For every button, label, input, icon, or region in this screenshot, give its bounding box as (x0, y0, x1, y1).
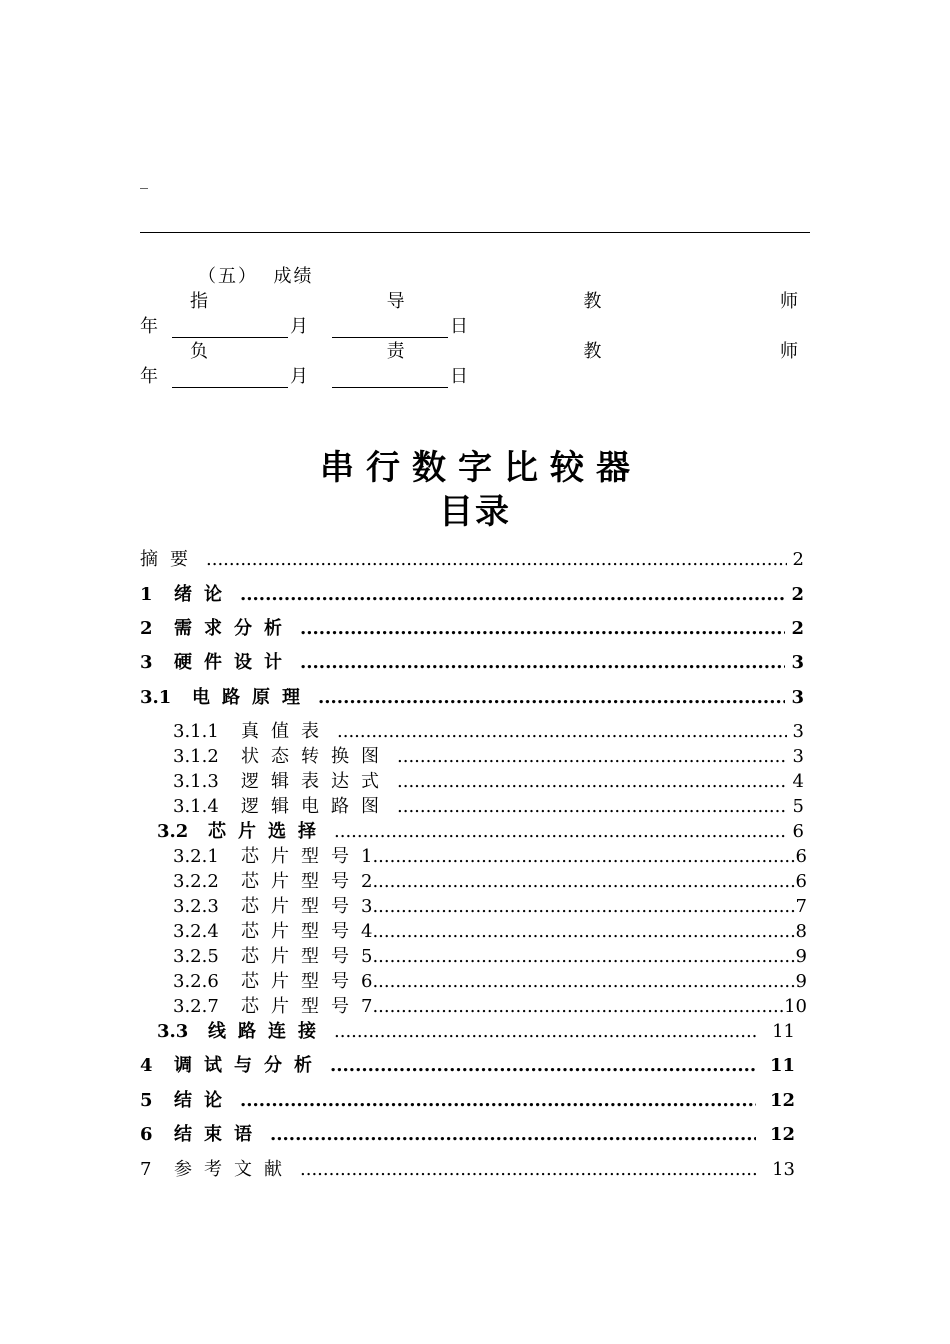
toc-page: 3 (792, 746, 804, 767)
sig-char: 师 (779, 291, 798, 312)
toc-label: 参考文献 (174, 1159, 294, 1180)
blank-field (172, 317, 288, 338)
toc-label: 真值表 (241, 721, 331, 742)
toc-title: 目录 (439, 492, 511, 532)
toc-leader (397, 770, 787, 794)
toc-number: 3.1.4 (173, 796, 219, 817)
toc-page: 3 (792, 721, 804, 742)
sig-char: 导 (386, 291, 405, 312)
year-label: 年 (140, 366, 158, 387)
toc-item[interactable] (173, 970, 807, 994)
toc-number: 3.1.3 (173, 771, 219, 792)
date-line-advisor (140, 312, 468, 338)
toc-label: 线路连接 (208, 1021, 328, 1042)
toc-item[interactable] (140, 617, 804, 641)
toc-number: 6 (140, 1124, 153, 1145)
toc-page: 12 (769, 1124, 795, 1145)
month-label: 月 (290, 366, 308, 387)
toc-page: 6 (792, 821, 804, 842)
blank-field (332, 367, 448, 388)
toc-number: 3.2.4 (173, 921, 219, 942)
blank-field (332, 317, 448, 338)
blank-field (172, 367, 288, 388)
sig-char: 师 (779, 341, 798, 362)
toc-item[interactable] (140, 651, 804, 675)
toc-leader (300, 617, 785, 641)
toc-label: 硬件设计 (174, 652, 294, 673)
toc-label: 芯片型号 (241, 946, 361, 967)
toc-number: 3.2.6 (173, 971, 219, 992)
toc-label: 状态转换图 (241, 746, 391, 767)
toc-item[interactable] (173, 720, 804, 744)
toc-leader (300, 1158, 758, 1182)
toc-leader (372, 920, 795, 944)
toc-label: 芯片型号 (241, 971, 361, 992)
toc-page: 9 (795, 946, 807, 967)
toc-item[interactable] (140, 1054, 795, 1078)
toc-leader (334, 820, 787, 844)
toc-item[interactable] (173, 870, 807, 894)
toc-label: 需求分析 (174, 618, 294, 639)
toc-page: 13 (772, 1159, 795, 1180)
sig-char: 教 (583, 291, 602, 312)
toc-page: 11 (772, 1021, 795, 1042)
toc-label-suffix: 4 (361, 921, 373, 942)
toc-number: 3.2 (157, 821, 189, 842)
toc-number: 3.1 (140, 687, 172, 708)
toc-item[interactable] (173, 895, 807, 919)
toc-item[interactable] (140, 583, 804, 607)
toc-number: 5 (140, 1090, 153, 1111)
toc-number: 3 (140, 652, 153, 673)
toc-label-suffix: 2 (361, 871, 373, 892)
toc-leader (397, 745, 787, 769)
toc-leader (372, 870, 795, 894)
year-label: 年 (140, 316, 158, 337)
document-title: 串行数字比较器 (320, 448, 642, 488)
toc-number: 3.2.1 (173, 846, 219, 867)
toc-page: 11 (769, 1055, 795, 1076)
toc-label: 绪论 (174, 584, 234, 605)
toc-leader (397, 795, 787, 819)
toc-page: 6 (795, 871, 807, 892)
toc-label: 芯片选择 (208, 821, 328, 842)
toc-page: 2 (791, 618, 804, 639)
toc-number: 3.1.2 (173, 746, 219, 767)
toc-leader (206, 548, 787, 572)
toc-label: 摘要 (140, 549, 200, 570)
toc-label: 芯片型号 (241, 921, 361, 942)
toc-leader (334, 1020, 758, 1044)
sig-char: 教 (583, 341, 602, 362)
toc-item[interactable] (173, 770, 804, 794)
toc-page: 3 (791, 652, 804, 673)
toc-page: 2 (791, 584, 804, 605)
toc-number: 3.2.7 (173, 996, 219, 1017)
toc-page: 7 (795, 896, 807, 917)
toc-leader (300, 651, 785, 675)
toc-page: 12 (769, 1090, 795, 1111)
toc-leader (240, 583, 785, 607)
date-line-supervisor (140, 362, 468, 388)
toc-number: 1 (140, 584, 153, 605)
toc-label: 逻辑电路图 (241, 796, 391, 817)
toc-label-suffix: 6 (361, 971, 373, 992)
toc-number: 4 (140, 1055, 153, 1076)
toc-leader (372, 995, 784, 1019)
toc-item[interactable] (140, 548, 804, 572)
signature-line-advisor (190, 287, 798, 313)
toc-leader (372, 945, 795, 969)
toc-item[interactable] (140, 1089, 795, 1113)
day-label: 日 (450, 316, 468, 337)
toc-page: 3 (791, 687, 804, 708)
toc-label: 结束语 (174, 1124, 264, 1145)
toc-item[interactable] (140, 1158, 795, 1182)
toc-item[interactable] (157, 820, 804, 844)
toc-item[interactable] (173, 920, 807, 944)
toc-leader (270, 1123, 756, 1147)
toc-number: 2 (140, 618, 153, 639)
toc-number: 7 (140, 1159, 152, 1180)
toc-label-suffix: 1 (361, 846, 373, 867)
month-label: 月 (290, 316, 308, 337)
toc-page: 5 (792, 796, 804, 817)
toc-item[interactable] (157, 1020, 795, 1044)
header-dash: _ (140, 170, 148, 189)
toc-label: 电路原理 (192, 687, 312, 708)
toc-leader (318, 686, 785, 710)
day-label: 日 (450, 366, 468, 387)
toc-page: 8 (795, 921, 807, 942)
toc-page: 6 (795, 846, 807, 867)
toc-page: 2 (792, 549, 804, 570)
toc-label: 芯片型号 (241, 996, 361, 1017)
sig-char: 指 (190, 291, 208, 312)
toc-leader (240, 1089, 756, 1113)
grade-heading: （五） 成绩 (198, 266, 314, 287)
toc-leader (372, 895, 795, 919)
toc-item[interactable] (140, 1123, 795, 1147)
toc-leader (372, 970, 795, 994)
toc-leader (330, 1054, 756, 1078)
toc-item[interactable] (173, 945, 807, 969)
toc-item[interactable] (140, 686, 804, 710)
toc-label-suffix: 5 (361, 946, 373, 967)
toc-label: 芯片型号 (241, 871, 361, 892)
toc-number: 3.2.2 (173, 871, 219, 892)
toc-item[interactable] (173, 745, 804, 769)
signature-line-supervisor (190, 337, 798, 363)
toc-page: 9 (795, 971, 807, 992)
toc-label: 调试与分析 (174, 1055, 324, 1076)
toc-number: 3.2.5 (173, 946, 219, 967)
toc-number: 3.1.1 (173, 721, 219, 742)
sig-char: 责 (386, 341, 405, 362)
toc-label: 芯片型号 (241, 896, 361, 917)
toc-number: 3.2.3 (173, 896, 219, 917)
toc-page: 4 (792, 771, 804, 792)
toc-label-suffix: 3 (361, 896, 373, 917)
toc-label: 逻辑表达式 (241, 771, 391, 792)
toc-item[interactable] (173, 845, 807, 869)
toc-leader (372, 845, 795, 869)
sig-char: 负 (190, 341, 208, 362)
toc-item[interactable] (173, 795, 804, 819)
toc-number: 3.3 (157, 1021, 189, 1042)
toc-label: 结论 (174, 1090, 234, 1111)
toc-item[interactable] (173, 995, 807, 1019)
header-rule (140, 232, 810, 233)
toc-label: 芯片型号 (241, 846, 361, 867)
toc-label-suffix: 7 (361, 996, 373, 1017)
toc-page: 10 (784, 996, 807, 1017)
toc-leader (337, 720, 787, 744)
